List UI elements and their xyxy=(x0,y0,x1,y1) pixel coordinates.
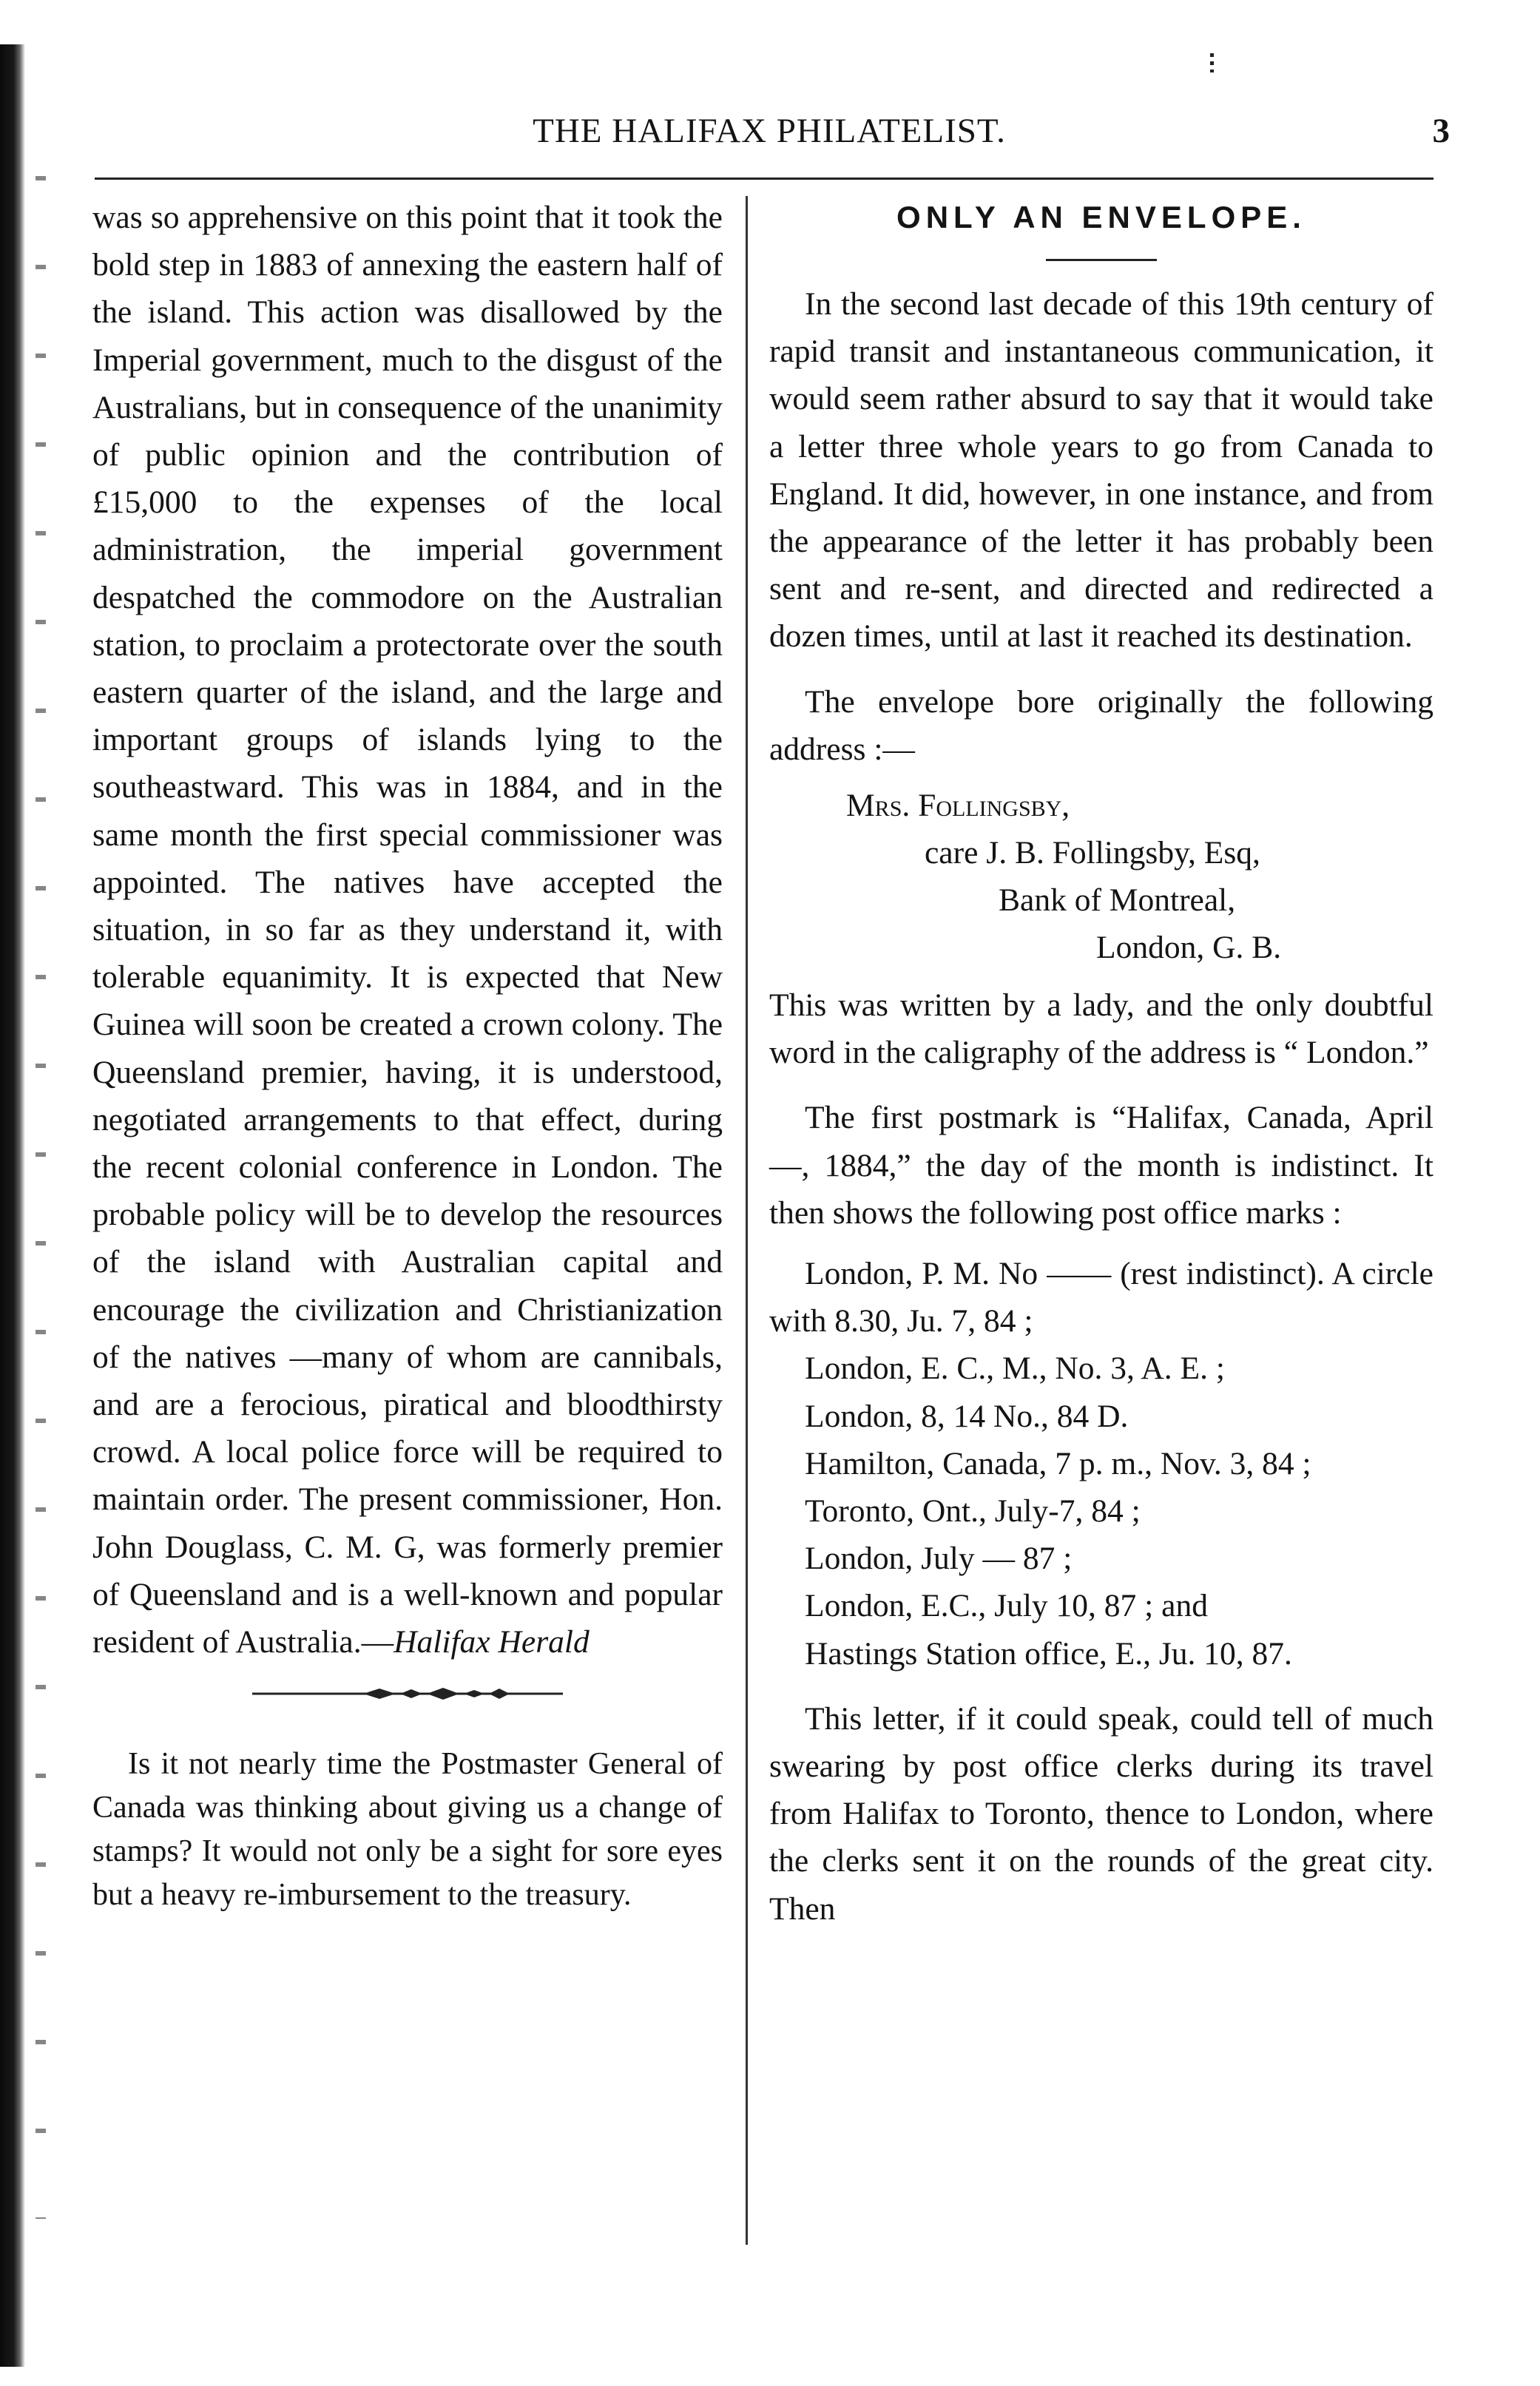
postmark-item: London, 8, 14 No., 84 D. xyxy=(805,1398,1129,1434)
article-body: was so apprehensive on this point that it took the bold step in 1883 of annexing the eastern half of the island. This action was disallowed by the Imperial government, much to the disgust of the Australians, but in consequence of the unanimity of public opinion and the contribution of £15,000 to the expenses of the local administration, the imperial government despatched the commodore on the Australian station, to proclaim a protectorate over the south eastern quarter of the island, and the large and important groups of islands lying to the southeastward. This was in 1884, and in the same month the first special commissioner was appointed. The natives have accepted the situation, in so far as they understand it, with tolerable equanimity. It is expected that New Guinea will soon be created a crown colony. The Queensland premier, having, it is understood, negotiated arrangements to that effect, during the recent colonial conference in London. The probable policy will be to develop the resources of the island with Australian capital and encourage the civilization and Christianization of the natives —many of whom are cannibals, and are a ferocious, piratical and bloodthirsty crowd. A local police force will be required to maintain order. The present commissioner, Hon. John Douglass, C. M. G, was formerly premier of Queensland and is a well-known and popular resident of Australia.— xyxy=(92,200,723,1660)
publication-title: THE HALIFAX PHILATELIST. xyxy=(533,112,1006,150)
article-title: ONLY AN ENVELOPE. xyxy=(896,200,1306,234)
address-line-care: care J. B. Follingsby, Esq, xyxy=(925,835,1260,871)
scan-dust-speck xyxy=(1210,53,1214,72)
address-line-city: London, G. B. xyxy=(1096,930,1282,966)
paragraph-closing: This letter, if it could speak, could tell of much swearing by post office clerks during its travel from Halifax to Toronto, thence to London, where the clerks sent it on the rounds of the great city. Then xyxy=(769,1700,1433,1927)
column-divider xyxy=(746,196,748,2245)
new-guinea-article xyxy=(92,194,723,1666)
page-number: 3 xyxy=(1432,112,1450,150)
postmark-item: Hamilton, Canada, 7 p. m., Nov. 3, 84 ; xyxy=(805,1445,1311,1481)
paragraph-intro: In the second last decade of this 19th century of rapid transit and instantaneous communication, it would seem rather absurd to say that it would take a letter three whole years to go from Canada to England. It did, however, in one instance, and from the appearance of the letter it has probably been sent and re-sent, and directed and redirected a dozen times, until at last it reached its destination. xyxy=(769,286,1433,655)
left-column xyxy=(92,194,723,1917)
scan-specks xyxy=(36,148,46,2219)
stamp-note-text: Is it not nearly time the Postmaster General of Canada was thinking about giving us a change of stamps? It would not only be a sight for sore eyes but a heavy re-imbursement to the treasury. xyxy=(92,1747,723,1913)
postmark-item: Hastings Station office, E., Ju. 10, 87. xyxy=(805,1635,1292,1672)
article-source: Halifax Herald xyxy=(394,1624,590,1660)
address-line-name: Mrs. Follingsby, xyxy=(846,788,1070,824)
scan-binding-shadow xyxy=(0,44,25,2367)
paragraph-handwriting: This was written by a lady, and the only doubtful word in the caligraphy of the address is “ London.” xyxy=(769,987,1433,1071)
postmark-item: London, E. C., M., No. 3, A. E. ; xyxy=(805,1351,1225,1387)
postmark-list xyxy=(769,1250,1433,1677)
stamp-note xyxy=(92,1743,723,1917)
title-rule xyxy=(1046,259,1157,261)
address-line-bank: Bank of Montreal, xyxy=(999,882,1236,919)
right-column xyxy=(769,194,1433,1933)
postmark-item: London, E.C., July 10, 87 ; and xyxy=(805,1588,1208,1624)
scan-edge xyxy=(0,0,68,2386)
page-header xyxy=(89,104,1450,163)
header-rule xyxy=(95,178,1433,180)
postmark-item: London, July — 87 ; xyxy=(805,1541,1073,1577)
postmark-item: London, P. M. No —— (rest indistinct). A circle with 8.30, Ju. 7, 84 ; xyxy=(769,1256,1433,1339)
envelope-address xyxy=(769,782,1433,971)
paragraph-postmarks: The first postmark is “Halifax, Canada, April —, 1884,” the day of the month is indistinct. It then shows the following post office marks : xyxy=(769,1100,1433,1231)
section-ornament xyxy=(252,1686,563,1701)
postmark-item: Toronto, Ont., July-7, 84 ; xyxy=(805,1493,1141,1530)
paragraph-address-lead: The envelope bore originally the following address :— xyxy=(769,683,1433,767)
